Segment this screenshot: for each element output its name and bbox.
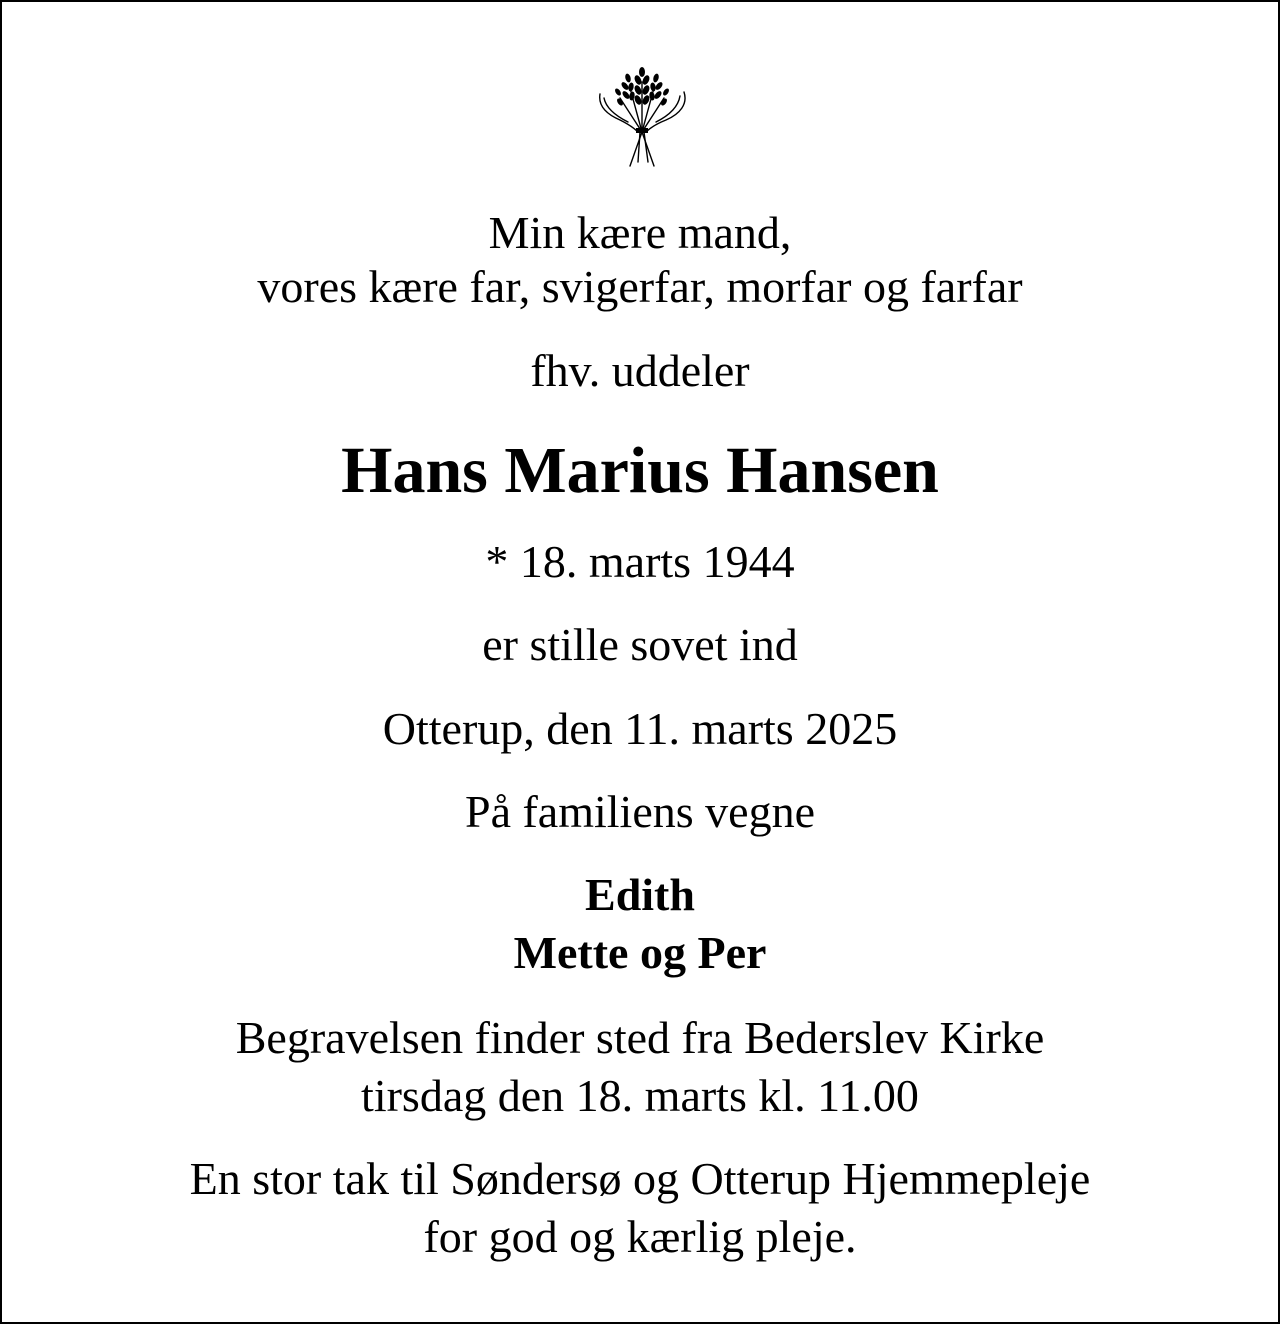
funeral-line-1: Begravelsen finder sted fra Bederslev Kirke	[235, 1012, 1045, 1063]
intro-line-2: vores kære far, svigerfar, morfar og farfar	[257, 261, 1023, 312]
on-behalf-text: På familiens vegne	[464, 786, 815, 837]
birth-date: * 18. marts 1944	[485, 536, 795, 587]
signer-line-2: Mette og Per	[513, 927, 767, 978]
intro-line-1: Min kære mand,	[488, 207, 792, 258]
place-and-date: Otterup, den 11. marts 2025	[382, 703, 898, 754]
signer-line-1: Edith	[585, 869, 695, 920]
passing-text: er stille sovet ind	[482, 619, 798, 670]
thanks-line-1: En stor tak til Søndersø og Otterup Hjemmepleje	[189, 1153, 1091, 1204]
funeral-line-2: tirsdag den 18. marts kl. 11.00	[361, 1070, 919, 1121]
occupation-title: fhv. uddeler	[530, 345, 750, 396]
thanks-line-2: for god og kærlig pleje.	[423, 1211, 857, 1262]
deceased-name: Hans Marius Hansen	[341, 434, 939, 507]
wheat-sheaf-icon	[594, 62, 690, 172]
